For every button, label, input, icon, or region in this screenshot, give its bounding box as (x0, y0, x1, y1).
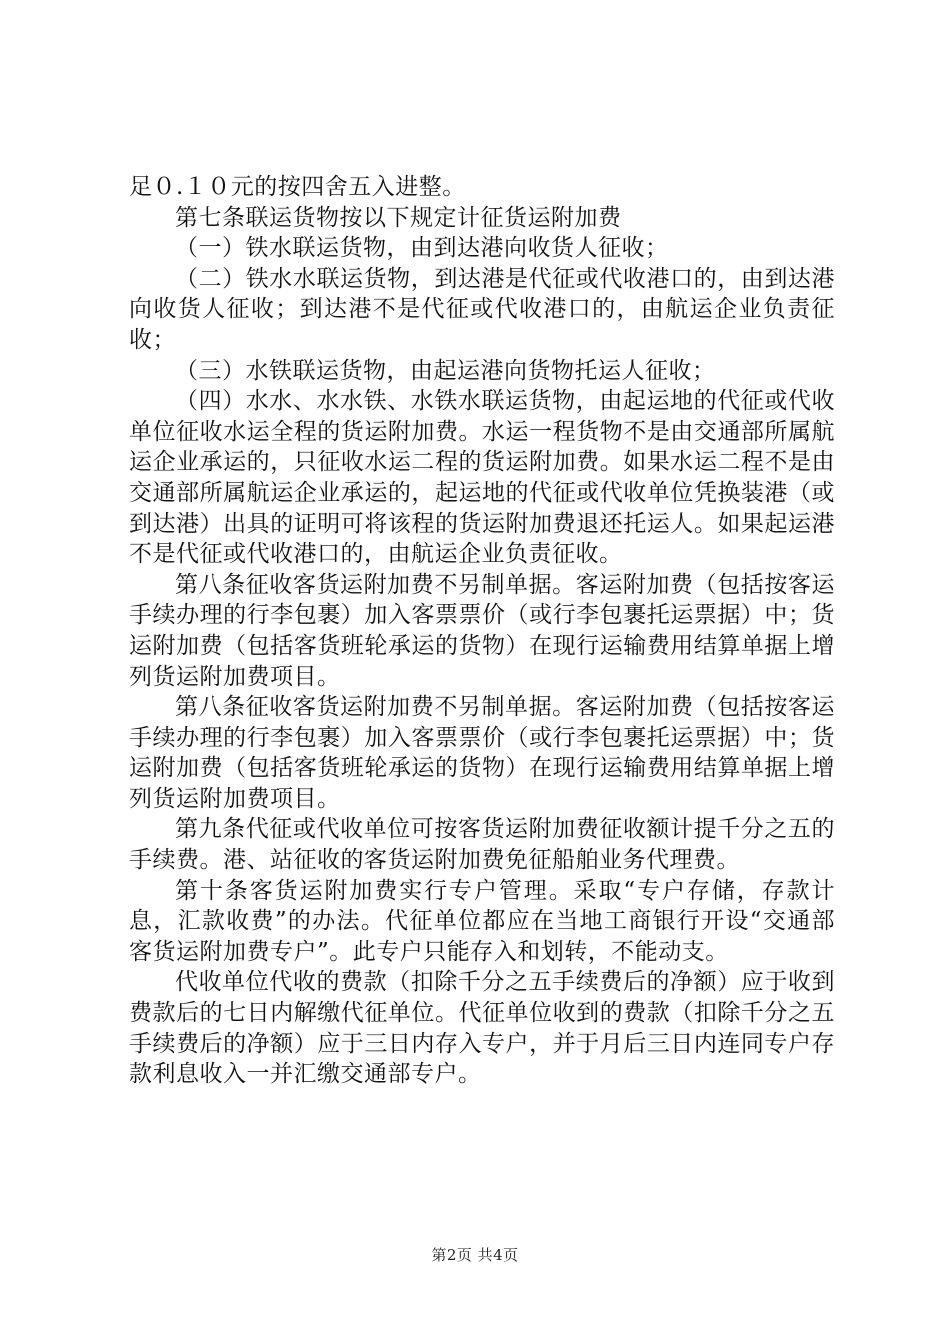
paragraph-11: 代收单位代收的费款（扣除千分之五手续费后的净额）应于收到费款后的七日内解缴代征单位。代征单位收到的费款（扣除千分之五手续费后的净额）应于三日内存入专户，并于月后三日内连同专户存款利息收入一并汇缴交通部专户。 (129, 969, 835, 1088)
paragraph-5: （三）水铁联运货物，由起运港向货物托运人征收； (175, 357, 716, 384)
paragraph-3: （一）铁水联运货物，由到达港向收货人征收； (175, 235, 669, 262)
paragraph-6: （四）水水、水水铁、水铁水联运货物，由起运地的代征或代收单位征收水运全程的货运附加费。水运一程货物不是由交通部所属航运企业承运的，只征收水运二程的货运附加费。如果水运二程不是由交通部所属航运企业承运的，起运地的代征或代收单位凭换装港（或到达港）出具的证明可将该程的货运附加费退还托运人。如果起运港不是代征或代收港口的，由航运企业负责征收。 (129, 388, 835, 568)
page-number-label: 第2页 共4页 (431, 1246, 519, 1264)
paragraph-8: 第八条征收客货运附加费不另制单据。客运附加费（包括按客运手续办理的行李包裹）加入客票票价（或行李包裹托运票据）中；货运附加费（包括客货班轮承运的货物）在现行运输费用结算单据上增列货运附加费项目。 (129, 694, 835, 812)
paragraph-7: 第八条征收客货运附加费不另制单据。客运附加费（包括按客运手续办理的行李包裹）加入客票票价（或行李包裹托运票据）中；货运附加费（包括客货班轮承运的货物）在现行运输费用结算单据上增列货运附加费项目。 (129, 571, 835, 690)
paragraph-9: 第九条代征或代收单位可按客货运附加费征收额计提千分之五的手续费。港、站征收的客货运附加费免征船舶业务代理费。 (129, 816, 835, 874)
paragraph-1: 足０.１０元的按四舍五入进整。 (129, 174, 466, 200)
page-footer (0, 1245, 950, 1265)
paragraph-2: 第七条联运货物按以下规定计征货运附加费 (175, 204, 622, 231)
paragraph-4: （二）铁水水联运货物，到达港是代征或代收港口的，由到达港向收货人征收；到达港不是代征或代收港口的，由航运企业负责征收； (129, 265, 835, 353)
paragraph-10: 第十条客货运附加费实行专户管理。采取“专户存储，存款计息，汇款收费”的办法。代征单位都应在当地工商银行开设“交通部客货运附加费专户”。此专户只能存入和划转，不能动支。 (129, 877, 835, 965)
document-body (129, 172, 835, 1090)
